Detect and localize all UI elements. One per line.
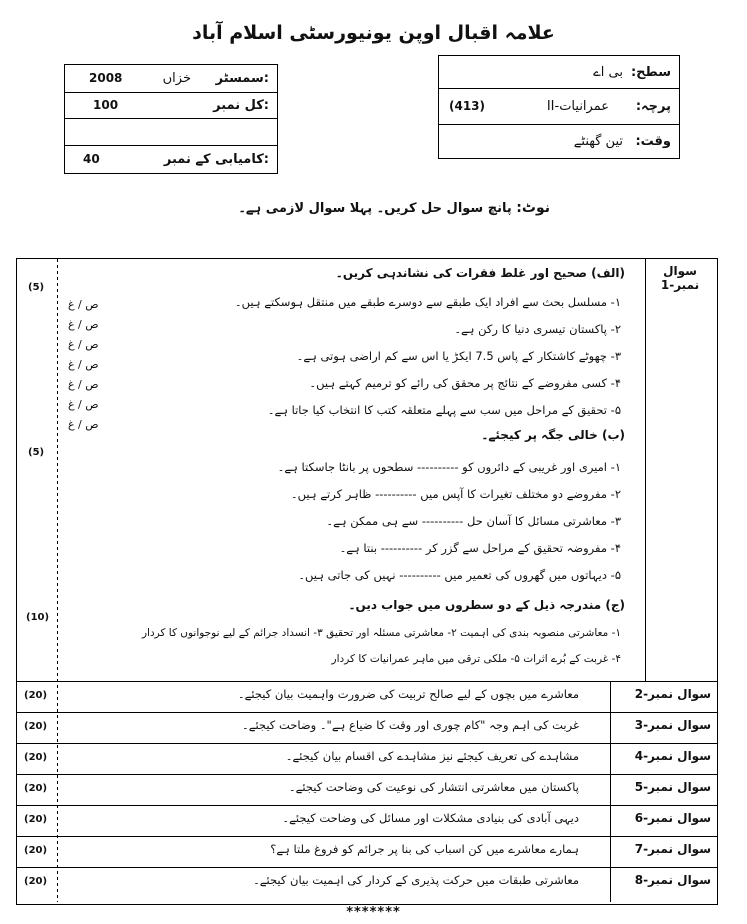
row-divider [17, 805, 717, 806]
q1-b-item-3: ۳- معاشرتی مسائل کا آسان حل ---------- سے ہی ممکن ہے۔ [326, 514, 621, 528]
q1-label-divider [645, 259, 646, 681]
row-divider [17, 681, 717, 682]
q1-a-item-1: ۱- مسلسل بحث سے افراد ایک طبقے سے دوسرے طبقے میں منتقل ہوسکتے ہیں۔ [234, 295, 621, 309]
true-false-1: ص / غ [68, 298, 99, 311]
true-false-6: ص / غ [68, 398, 99, 411]
true-false-5: ص / غ [68, 378, 99, 391]
row-divider [17, 836, 717, 837]
q1-part-a-marks: (5) [28, 282, 45, 293]
question-7-text: ہمارے معاشرے میں کن اسباب کی بنا پر جرائم کو فروغ ملتا ہے؟ [270, 842, 579, 856]
time-row [439, 124, 679, 157]
q-label-divider [610, 681, 611, 902]
pass-marks-label: کامیابی کے نمبر: [163, 152, 269, 167]
q1-c-line-2: ۴- غربت کے بُرے اثرات ۵- ملکی ترقی میں ماہر عمرانیات کا کردار [331, 653, 621, 665]
pass-marks-value: 40 [83, 152, 100, 166]
level-label: سطح: [630, 65, 671, 80]
true-false-3: ص / غ [68, 338, 99, 351]
question-8-marks: (20) [24, 876, 48, 887]
question-3-marks: (20) [24, 721, 48, 732]
total-marks-value: 100 [93, 98, 119, 112]
question-7-label: سوال نمبر-7 [634, 842, 711, 856]
time-value: تین گھنٹے [573, 134, 623, 149]
question-6-marks: (20) [24, 814, 48, 825]
semester-year: 2008 [89, 71, 123, 85]
question-4-marks: (20) [24, 752, 48, 763]
q1-a-item-2: ۲- پاکستان تیسری دنیا کا رکن ہے۔ [454, 322, 621, 336]
q1-b-item-2: ۲- مفروضے دو مختلف تغیرات کا آپس میں ---------- ظاہر کرتے ہیں۔ [290, 487, 621, 501]
paper-row [439, 88, 679, 125]
q1-part-b-marks: (5) [28, 447, 45, 458]
total-marks-label: کل نمبر: [213, 98, 269, 113]
level-row [439, 56, 679, 89]
semester-label: سمسٹر: [215, 71, 269, 86]
row-divider [17, 774, 717, 775]
paper-code: (413) [449, 99, 486, 113]
question-7-marks: (20) [24, 845, 48, 856]
q1-b-item-5: ۵- دیہاتوں میں گھروں کی تعمیر میں ---------- نہیں کی جاتی ہیں۔ [298, 568, 621, 582]
question-3-label: سوال نمبر-3 [634, 718, 711, 732]
note-text: پانچ سوال حل کریں۔ پہلا سوال لازمی ہے۔ [238, 201, 512, 216]
q1-part-b-heading: (ب) خالی جگہ پر کیجئے۔ [481, 428, 625, 442]
q1-b-item-1: ۱- امیری اور غریبی کے دائروں کو ---------- سطحوں پر بانٹا جاسکتا ہے۔ [277, 460, 621, 474]
q1-label: سوال نمبر-1 [660, 264, 700, 292]
paper-value: عمرانیات-II [546, 99, 609, 114]
q1-part-c-marks: (10) [26, 612, 50, 623]
time-label: وقت: [635, 134, 671, 149]
total-marks-row [65, 92, 277, 119]
row-divider [17, 867, 717, 868]
q1-b-item-4: ۴- مفروضہ تحقیق کے مراحل سے گزر کر ---------- بنتا ہے۔ [339, 541, 621, 555]
question-3-text: غربت کی اہم وجہ "کام چوری اور وقت کا ضیاع ہے"۔ وضاحت کیجئے۔ [241, 718, 579, 732]
question-5-marks: (20) [24, 783, 48, 794]
q1-a-item-5: ۵- تحقیق کے مراحل میں سب سے پہلے متعلقہ کتب کا انتخاب کیا جاتا ہے۔ [267, 403, 621, 417]
pass-marks-row [65, 146, 277, 172]
university-title: علامہ اقبال اوپن یونیورسٹی اسلام آباد [192, 22, 555, 44]
row-divider [17, 743, 717, 744]
paper-info-box [438, 55, 680, 159]
question-2-label: سوال نمبر-2 [634, 687, 711, 701]
exam-info-box [64, 64, 278, 174]
question-5-text: پاکستان میں معاشرتی انتشار کی نوعیت کی وضاحت کیجئے۔ [288, 780, 579, 794]
true-false-2: ص / غ [68, 318, 99, 331]
question-8-text: معاشرتی طبقات میں حرکت پذیری کے کردار کی اہمیت بیان کیجئے۔ [253, 873, 579, 887]
true-false-4: ص / غ [68, 358, 99, 371]
end-marker: ******* [346, 905, 401, 920]
question-8-label: سوال نمبر-8 [634, 873, 711, 887]
q1-part-c-heading: (ج) مندرجہ ذیل کے دو سطروں میں جواب دیں۔ [348, 598, 625, 612]
note [200, 200, 550, 216]
question-2-marks: (20) [24, 690, 48, 701]
question-6-label: سوال نمبر-6 [634, 811, 711, 825]
q1-c-line-1: ۱- معاشرتی منصوبہ بندی کی اہمیت ۲- معاشرتی مسئلہ اور تحقیق ۳- انسداد جرائم کے لیے نوجوانوں کا کردار [141, 627, 621, 639]
paper-label: پرچہ: [635, 99, 671, 114]
semester-row [65, 65, 277, 93]
question-5-label: سوال نمبر-5 [634, 780, 711, 794]
question-4-text: مشاہدے کی تعریف کیجئے نیز مشاہدے کی اقسام بیان کیجئے۔ [285, 749, 579, 763]
question-2-text: معاشرے میں بچوں کے لیے صالح تربیت کی ضرورت واہمیت بیان کیجئے۔ [237, 687, 579, 701]
question-6-text: دیہی آبادی کی بنیادی مشکلات اور مسائل کی وضاحت کیجئے۔ [282, 811, 579, 825]
q1-part-a-heading: (الف) صحیح اور غلط فقرات کی نشاندہی کریں۔ [335, 266, 625, 280]
spacer-row [65, 119, 277, 146]
q1-a-item-3: ۳- چھوٹے کاشتکار کے پاس 7.5 ایکڑ یا اس سے کم اراضی ہوتی ہے۔ [296, 349, 621, 363]
q1-a-item-4: ۴- کسی مفروضے کے نتائج پر محقق کی رائے کو ترمیم کہتے ہیں۔ [309, 376, 621, 390]
question-4-label: سوال نمبر-4 [634, 749, 711, 763]
row-divider [17, 712, 717, 713]
note-label: نوٹ: [516, 200, 550, 216]
level-value: بی اے [593, 65, 623, 80]
semester-value: خزاں [162, 71, 191, 86]
true-false-7: ص / غ [68, 418, 99, 431]
